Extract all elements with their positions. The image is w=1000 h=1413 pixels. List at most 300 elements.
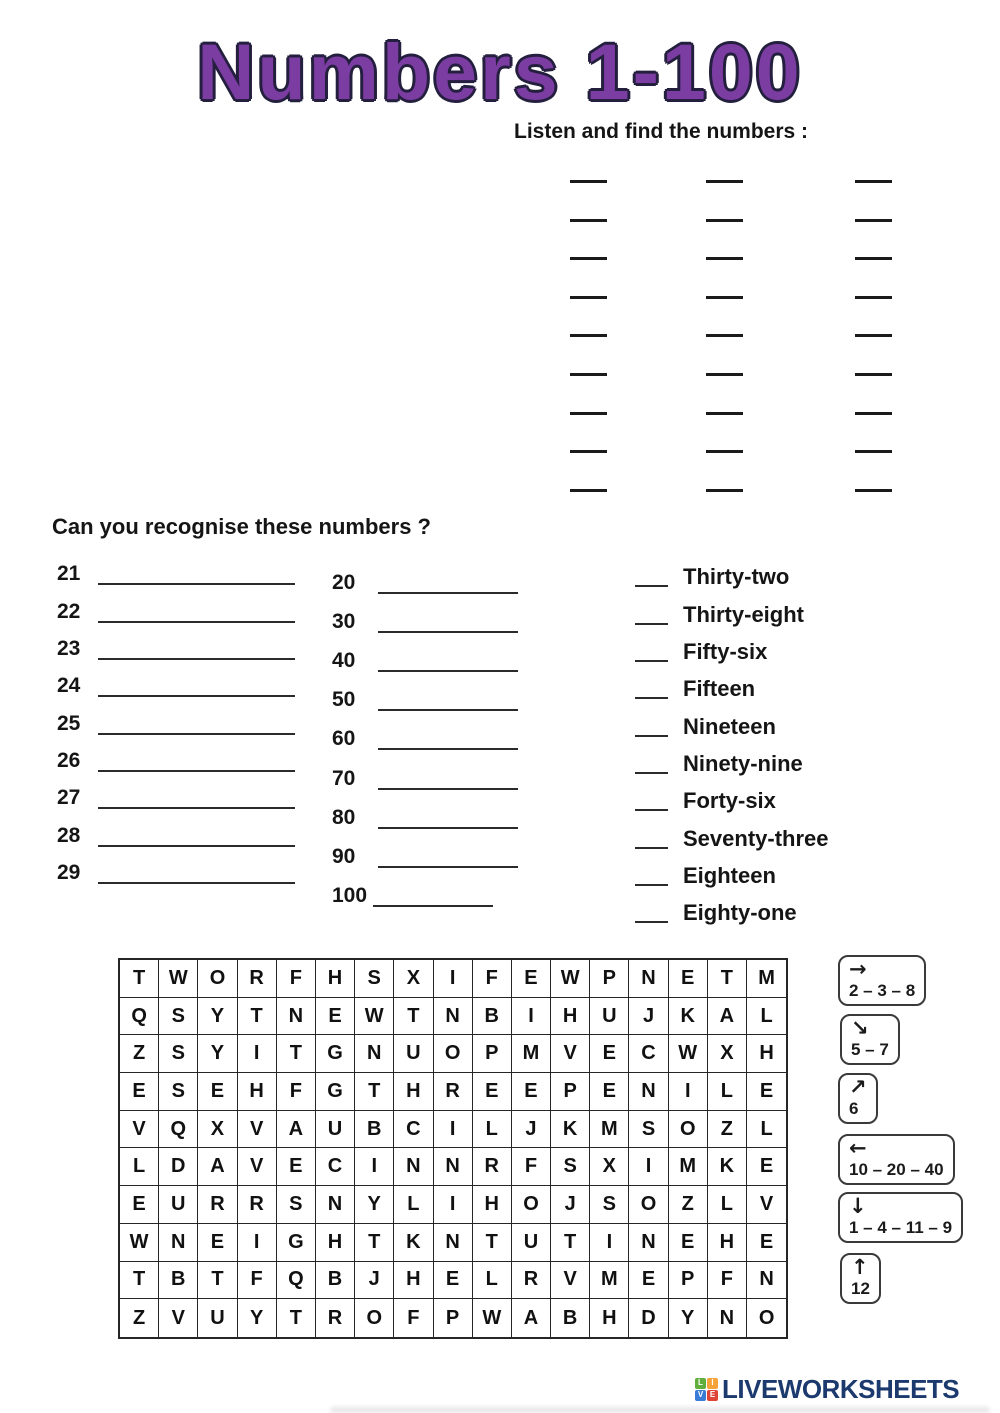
number-row xyxy=(332,714,518,753)
number-row xyxy=(332,675,518,714)
wordsearch-cell[interactable]: V xyxy=(238,1111,277,1149)
logo-letter-l: L xyxy=(695,1378,706,1389)
wordsearch-cell[interactable]: E xyxy=(473,1073,512,1111)
listen-answer-blank[interactable] xyxy=(855,257,892,260)
wordsearch-cell[interactable]: R xyxy=(473,1148,512,1186)
wordsearch-cell[interactable]: E xyxy=(512,1073,551,1111)
wordsearch-cell[interactable]: F xyxy=(277,1073,316,1111)
clue-numbers-label: 1 – 4 – 11 – 9 xyxy=(849,1218,953,1238)
wordsearch-cell[interactable]: N xyxy=(708,1299,747,1337)
wordsearch-cell[interactable]: T xyxy=(355,1073,394,1111)
listen-answer-blank[interactable] xyxy=(706,489,743,492)
wordsearch-cell[interactable]: V xyxy=(747,1186,786,1224)
wordsearch-cell[interactable]: T xyxy=(277,1299,316,1337)
wordsearch-cell[interactable]: K xyxy=(394,1224,433,1262)
clue-numbers-label: 10 – 20 – 40 xyxy=(849,1160,944,1180)
wordsearch-cell[interactable]: N xyxy=(434,1224,473,1262)
wordsearch-cell[interactable]: X xyxy=(708,1035,747,1073)
answer-blank[interactable] xyxy=(635,623,668,625)
wordsearch-cell[interactable]: R xyxy=(512,1262,551,1300)
wordsearch-cell[interactable]: F xyxy=(473,960,512,998)
number-words-list xyxy=(635,554,829,927)
wordsearch-cell[interactable]: H xyxy=(316,960,355,998)
wordsearch-cell[interactable]: Y xyxy=(669,1299,708,1337)
wordsearch-cell[interactable]: I xyxy=(590,1224,629,1262)
wordsearch-cell[interactable]: V xyxy=(551,1035,590,1073)
wordsearch-cell[interactable]: N xyxy=(355,1035,394,1073)
listen-section-heading: Listen and find the numbers : xyxy=(514,120,809,143)
wordsearch-cell[interactable]: G xyxy=(316,1035,355,1073)
clue-box-up xyxy=(840,1253,881,1304)
wordsearch-cell[interactable]: R xyxy=(434,1073,473,1111)
wordsearch-cell[interactable]: H xyxy=(590,1299,629,1337)
number-row xyxy=(57,588,295,625)
wordsearch-cell[interactable]: M xyxy=(669,1148,708,1186)
wordsearch-cell[interactable]: J xyxy=(629,998,668,1036)
listen-answer-blank[interactable] xyxy=(855,219,892,222)
wordsearch-cell[interactable]: H xyxy=(394,1073,433,1111)
wordsearch-cell[interactable]: L xyxy=(473,1111,512,1149)
wordsearch-cell[interactable]: E xyxy=(669,960,708,998)
wordsearch-cell[interactable]: H xyxy=(473,1186,512,1224)
number-word-label: Eighteen xyxy=(683,863,776,889)
wordsearch-cell[interactable]: D xyxy=(159,1148,198,1186)
wordsearch-cell[interactable]: P xyxy=(590,960,629,998)
answer-line[interactable] xyxy=(98,695,295,697)
wordsearch-cell[interactable]: A xyxy=(708,998,747,1036)
wordsearch-cell[interactable]: N xyxy=(629,1073,668,1111)
wordsearch-cell[interactable]: E xyxy=(747,1148,786,1186)
wordsearch-cell[interactable]: B xyxy=(316,1262,355,1300)
wordsearch-cell[interactable]: O xyxy=(669,1111,708,1149)
wordsearch-cell[interactable]: Z xyxy=(120,1299,159,1337)
wordsearch-cell[interactable]: W xyxy=(120,1224,159,1262)
wordsearch-cell[interactable]: T xyxy=(355,1224,394,1262)
answer-line[interactable] xyxy=(378,748,518,750)
wordsearch-cell[interactable]: T xyxy=(238,998,277,1036)
wordsearch-cell[interactable]: D xyxy=(629,1299,668,1337)
answer-line[interactable] xyxy=(98,845,295,847)
wordsearch-cell[interactable]: Q xyxy=(159,1111,198,1149)
answer-line[interactable] xyxy=(378,709,518,711)
wordsearch-cell[interactable]: X xyxy=(394,960,433,998)
answer-line[interactable] xyxy=(378,592,518,594)
number-label: 100 xyxy=(332,883,368,907)
answer-line[interactable] xyxy=(378,827,518,829)
wordsearch-cell[interactable]: C xyxy=(629,1035,668,1073)
listen-answer-blank[interactable] xyxy=(855,489,892,492)
arrow-left-icon: ← xyxy=(849,1136,867,1160)
wordsearch-cell[interactable]: P xyxy=(669,1262,708,1300)
answer-line[interactable] xyxy=(98,583,295,585)
word-row xyxy=(635,703,829,740)
arrow-up-icon: ↑ xyxy=(851,1255,869,1279)
liveworksheets-logo-text: LIVEWORKSHEETS xyxy=(722,1374,960,1404)
number-row xyxy=(332,871,518,910)
wordsearch-cell[interactable]: O xyxy=(629,1186,668,1224)
wordsearch-cell[interactable]: E xyxy=(198,1224,237,1262)
wordsearch-cell[interactable]: E xyxy=(434,1262,473,1300)
liveworksheets-icon xyxy=(695,1378,719,1402)
clue-numbers-label: 12 xyxy=(851,1279,870,1299)
wordsearch-cell[interactable]: P xyxy=(551,1073,590,1111)
wordsearch-cell[interactable]: H xyxy=(238,1073,277,1111)
listen-answer-blank[interactable] xyxy=(570,180,607,183)
number-word-label: Forty-six xyxy=(683,788,776,814)
number-label: 22 xyxy=(57,599,81,623)
number-row xyxy=(332,597,518,636)
clue-box-down xyxy=(838,1192,963,1243)
wordsearch-cell[interactable]: Y xyxy=(355,1186,394,1224)
wordsearch-cell[interactable]: R xyxy=(238,1186,277,1224)
wordsearch-cell[interactable]: K xyxy=(708,1148,747,1186)
wordsearch-cell[interactable]: H xyxy=(551,998,590,1036)
arrow-right-icon: → xyxy=(849,957,867,981)
wordsearch-cell[interactable]: L xyxy=(747,998,786,1036)
listen-answer-blank[interactable] xyxy=(570,334,607,337)
wordsearch-cell[interactable]: F xyxy=(394,1299,433,1337)
answer-blank[interactable] xyxy=(635,735,668,737)
answer-blank[interactable] xyxy=(635,697,668,699)
listen-answer-blank[interactable] xyxy=(570,257,607,260)
wordsearch-cell[interactable]: B xyxy=(355,1111,394,1149)
listen-answer-blank[interactable] xyxy=(706,180,743,183)
word-row xyxy=(635,554,829,591)
listen-answer-blank[interactable] xyxy=(570,219,607,222)
wordsearch-cell[interactable]: N xyxy=(277,998,316,1036)
listen-answer-blank[interactable] xyxy=(706,257,743,260)
wordsearch-cell[interactable]: U xyxy=(316,1111,355,1149)
wordsearch-cell[interactable]: T xyxy=(473,1224,512,1262)
word-row xyxy=(635,629,829,666)
wordsearch-cell[interactable]: O xyxy=(512,1186,551,1224)
wordsearch-cell[interactable]: T xyxy=(708,960,747,998)
wordsearch-cell[interactable]: C xyxy=(394,1111,433,1149)
number-word-label: Ninety-nine xyxy=(683,751,803,777)
wordsearch-grid xyxy=(118,958,788,1339)
wordsearch-cell[interactable]: S xyxy=(159,1035,198,1073)
listen-answer-blank[interactable] xyxy=(570,450,607,453)
wordsearch-cell[interactable]: J xyxy=(512,1111,551,1149)
wordsearch-cell[interactable]: E xyxy=(747,1224,786,1262)
wordsearch-cell[interactable]: N xyxy=(629,1224,668,1262)
wordsearch-cell[interactable]: R xyxy=(198,1186,237,1224)
listen-answer-blank[interactable] xyxy=(570,296,607,299)
answer-blank[interactable] xyxy=(635,884,668,886)
wordsearch-cell[interactable]: M xyxy=(512,1035,551,1073)
wordsearch-cell[interactable]: A xyxy=(198,1148,237,1186)
answer-line[interactable] xyxy=(378,631,518,633)
wordsearch-cell[interactable]: A xyxy=(512,1299,551,1337)
clue-box-left xyxy=(838,1134,955,1185)
wordsearch-cell[interactable]: V xyxy=(159,1299,198,1337)
wordsearch-cell[interactable]: S xyxy=(629,1111,668,1149)
number-row xyxy=(332,753,518,792)
answer-blank[interactable] xyxy=(635,847,668,849)
wordsearch-cell[interactable]: E xyxy=(590,1035,629,1073)
wordsearch-cell[interactable]: W xyxy=(669,1035,708,1073)
listen-answer-blank[interactable] xyxy=(855,334,892,337)
number-row xyxy=(57,738,295,775)
wordsearch-cell[interactable]: E xyxy=(198,1073,237,1111)
wordsearch-cell[interactable]: C xyxy=(316,1148,355,1186)
answer-line[interactable] xyxy=(98,733,295,735)
number-label: 50 xyxy=(332,688,356,712)
wordsearch-cell[interactable]: N xyxy=(629,960,668,998)
wordsearch-cell[interactable]: L xyxy=(708,1186,747,1224)
number-row xyxy=(57,551,295,588)
wordsearch-cell[interactable]: N xyxy=(747,1262,786,1300)
recognise-section-heading: Can you recognise these numbers ? xyxy=(52,514,431,539)
wordsearch-cell[interactable]: E xyxy=(590,1073,629,1111)
listen-answer-blank[interactable] xyxy=(855,180,892,183)
wordsearch-cell[interactable]: U xyxy=(159,1186,198,1224)
wordsearch-cell[interactable]: V xyxy=(120,1111,159,1149)
wordsearch-cell[interactable]: T xyxy=(198,1262,237,1300)
wordsearch-cell[interactable]: F xyxy=(512,1148,551,1186)
answer-line[interactable] xyxy=(373,905,493,907)
wordsearch-cell[interactable]: V xyxy=(551,1262,590,1300)
number-row xyxy=(57,775,295,812)
wordsearch-cell[interactable]: E xyxy=(512,960,551,998)
wordsearch-cell[interactable]: E xyxy=(277,1148,316,1186)
wordsearch-cell[interactable]: I xyxy=(238,1035,277,1073)
listen-answer-blank[interactable] xyxy=(855,373,892,376)
wordsearch-cell[interactable]: F xyxy=(708,1262,747,1300)
wordsearch-cell[interactable]: Y xyxy=(198,998,237,1036)
wordsearch-cell[interactable]: S xyxy=(277,1186,316,1224)
number-row xyxy=(57,850,295,887)
wordsearch-cell[interactable]: I xyxy=(512,998,551,1036)
wordsearch-cell[interactable]: I xyxy=(434,1186,473,1224)
wordsearch-cell[interactable]: L xyxy=(473,1262,512,1300)
clue-box-up-right xyxy=(838,1073,878,1124)
listen-answer-blank[interactable] xyxy=(706,334,743,337)
wordsearch-cell[interactable]: I xyxy=(434,1111,473,1149)
number-label: 60 xyxy=(332,727,356,751)
answer-line[interactable] xyxy=(378,866,518,868)
wordsearch-cell[interactable]: W xyxy=(551,960,590,998)
wordsearch-cell[interactable]: E xyxy=(120,1073,159,1111)
arrow-down-right-icon: ↘ xyxy=(851,1016,869,1040)
number-row xyxy=(57,626,295,663)
wordsearch-cell[interactable]: S xyxy=(159,1073,198,1111)
answer-line[interactable] xyxy=(98,770,295,772)
wordsearch-cell[interactable]: L xyxy=(747,1111,786,1149)
number-row xyxy=(332,832,518,871)
listen-answer-blank[interactable] xyxy=(706,373,743,376)
wordsearch-cell[interactable]: E xyxy=(747,1073,786,1111)
answer-line[interactable] xyxy=(98,658,295,660)
number-row xyxy=(57,663,295,700)
wordsearch-cell[interactable]: I xyxy=(629,1148,668,1186)
wordsearch-cell[interactable]: S xyxy=(551,1148,590,1186)
word-row xyxy=(635,815,829,852)
logo-letter-i: I xyxy=(707,1378,718,1389)
answer-line[interactable] xyxy=(98,807,295,809)
wordsearch-cell[interactable]: G xyxy=(277,1224,316,1262)
number-label: 80 xyxy=(332,805,356,829)
listen-blanks-column-2 xyxy=(706,180,743,527)
listen-answer-blank[interactable] xyxy=(855,412,892,415)
word-row xyxy=(635,890,829,927)
answer-blank[interactable] xyxy=(635,921,668,923)
wordsearch-cell[interactable]: K xyxy=(669,998,708,1036)
wordsearch-cell[interactable]: O xyxy=(434,1035,473,1073)
listen-answer-blank[interactable] xyxy=(706,412,743,415)
wordsearch-cell[interactable]: T xyxy=(551,1224,590,1262)
listen-answer-blank[interactable] xyxy=(570,489,607,492)
wordsearch-cell[interactable]: W xyxy=(473,1299,512,1337)
wordsearch-cell[interactable]: E xyxy=(669,1224,708,1262)
wordsearch-cell[interactable]: Z xyxy=(669,1186,708,1224)
number-label: 29 xyxy=(57,861,81,885)
answer-blank[interactable] xyxy=(635,809,668,811)
answer-blank[interactable] xyxy=(635,660,668,662)
wordsearch-cell[interactable]: U xyxy=(512,1224,551,1262)
number-label: 30 xyxy=(332,610,356,634)
wordsearch-cell[interactable]: I xyxy=(355,1148,394,1186)
wordsearch-cell[interactable]: N xyxy=(316,1186,355,1224)
wordsearch-cell[interactable]: H xyxy=(394,1262,433,1300)
wordsearch-cell[interactable]: U xyxy=(590,998,629,1036)
wordsearch-cell[interactable]: B xyxy=(551,1299,590,1337)
wordsearch-cell[interactable]: W xyxy=(355,998,394,1036)
wordsearch-cell[interactable]: E xyxy=(629,1262,668,1300)
number-label: 21 xyxy=(57,562,81,586)
wordsearch-cell[interactable]: I xyxy=(434,960,473,998)
answer-line[interactable] xyxy=(98,882,295,884)
wordsearch-cell[interactable]: L xyxy=(120,1148,159,1186)
listen-blanks-column-1 xyxy=(570,180,607,527)
wordsearch-cell[interactable]: I xyxy=(669,1073,708,1111)
word-row xyxy=(635,591,829,628)
number-row xyxy=(57,812,295,849)
clue-box-right xyxy=(838,955,926,1006)
wordsearch-cell[interactable]: H xyxy=(708,1224,747,1262)
wordsearch-cell[interactable]: Y xyxy=(198,1035,237,1073)
wordsearch-cell[interactable]: R xyxy=(238,960,277,998)
number-label: 24 xyxy=(57,674,81,698)
number-row xyxy=(332,558,518,597)
number-label: 90 xyxy=(332,844,356,868)
number-word-label: Eighty-one xyxy=(683,900,797,926)
word-row xyxy=(635,853,829,890)
wordsearch-cell[interactable]: H xyxy=(316,1224,355,1262)
answer-blank[interactable] xyxy=(635,585,668,587)
number-label: 20 xyxy=(332,571,356,595)
wordsearch-cell[interactable]: F xyxy=(277,960,316,998)
wordsearch-cell[interactable]: K xyxy=(551,1111,590,1149)
wordsearch-cell[interactable]: X xyxy=(198,1111,237,1149)
wordsearch-cell[interactable]: G xyxy=(316,1073,355,1111)
wordsearch-cell[interactable]: B xyxy=(159,1262,198,1300)
wordsearch-cell[interactable]: M xyxy=(747,960,786,998)
answer-line[interactable] xyxy=(98,621,295,623)
number-word-label: Thirty-eight xyxy=(683,601,804,627)
wordsearch-cell[interactable]: L xyxy=(708,1073,747,1111)
word-row xyxy=(635,741,829,778)
listen-answer-blank[interactable] xyxy=(706,219,743,222)
number-label: 40 xyxy=(332,649,356,673)
wordsearch-cell[interactable]: W xyxy=(159,960,198,998)
wordsearch-cell[interactable]: J xyxy=(355,1262,394,1300)
number-label: 28 xyxy=(57,823,81,847)
wordsearch-cell[interactable]: J xyxy=(551,1186,590,1224)
answer-line[interactable] xyxy=(378,788,518,790)
number-label: 25 xyxy=(57,711,81,735)
clue-numbers-label: 2 – 3 – 8 xyxy=(849,981,916,1001)
wordsearch-cell[interactable]: Q xyxy=(120,998,159,1036)
wordsearch-cell[interactable]: H xyxy=(747,1035,786,1073)
wordsearch-cell[interactable]: Y xyxy=(238,1299,277,1337)
wordsearch-cell[interactable]: B xyxy=(473,998,512,1036)
listen-answer-blank[interactable] xyxy=(570,373,607,376)
wordsearch-cell[interactable]: T xyxy=(277,1035,316,1073)
wordsearch-cell[interactable]: N xyxy=(394,1148,433,1186)
wordsearch-cell[interactable]: P xyxy=(473,1035,512,1073)
number-word-label: Fifteen xyxy=(683,676,756,702)
wordsearch-cell[interactable]: U xyxy=(394,1035,433,1073)
listen-blanks-column-3 xyxy=(855,180,892,527)
wordsearch-cell[interactable]: O xyxy=(758,1306,775,1329)
arrow-up-right-icon: ↗ xyxy=(849,1075,867,1099)
word-row xyxy=(635,778,829,815)
wordsearch-cell[interactable]: M xyxy=(590,1111,629,1149)
numbers-tens-list xyxy=(332,558,518,910)
wordsearch-cell[interactable]: R xyxy=(316,1299,355,1337)
wordsearch-cell[interactable]: E xyxy=(120,1186,159,1224)
wordsearch-cell[interactable]: S xyxy=(590,1186,629,1224)
wordsearch-cell[interactable]: I xyxy=(238,1224,277,1262)
wordsearch-cell[interactable]: T xyxy=(120,1262,159,1300)
wordsearch-cell[interactable]: V xyxy=(238,1148,277,1186)
wordsearch-cell[interactable]: P xyxy=(434,1299,473,1337)
wordsearch-cell[interactable]: A xyxy=(277,1111,316,1149)
listen-answer-blank[interactable] xyxy=(855,296,892,299)
wordsearch-cell[interactable]: E xyxy=(316,998,355,1036)
wordsearch-cell[interactable]: F xyxy=(238,1262,277,1300)
wordsearch-cell[interactable]: Q xyxy=(277,1262,316,1300)
wordsearch-cell[interactable]: U xyxy=(198,1299,237,1337)
wordsearch-cell[interactable]: T xyxy=(120,960,159,998)
listen-answer-blank[interactable] xyxy=(570,412,607,415)
wordsearch-cell[interactable]: X xyxy=(590,1148,629,1186)
number-word-label: Thirty-two xyxy=(683,564,790,590)
wordsearch-cell[interactable]: O xyxy=(198,960,237,998)
clue-box-down-right xyxy=(840,1014,900,1065)
wordsearch-cell[interactable]: T xyxy=(394,998,433,1036)
answer-line[interactable] xyxy=(378,670,518,672)
number-word-label: Seventy-three xyxy=(683,825,829,851)
clue-numbers-label: 5 – 7 xyxy=(851,1040,889,1060)
wordsearch-cell[interactable]: S xyxy=(159,998,198,1036)
wordsearch-cell[interactable]: O xyxy=(355,1299,394,1337)
listen-answer-blank[interactable] xyxy=(855,450,892,453)
wordsearch-cell[interactable]: Z xyxy=(120,1035,159,1073)
wordsearch-cell[interactable]: S xyxy=(355,960,394,998)
liveworksheets-logo xyxy=(695,1374,959,1405)
wordsearch-cell[interactable]: M xyxy=(590,1262,629,1300)
listen-answer-blank[interactable] xyxy=(706,296,743,299)
answer-blank[interactable] xyxy=(635,772,668,774)
wordsearch-cell[interactable]: N xyxy=(434,998,473,1036)
wordsearch-cell[interactable]: N xyxy=(159,1224,198,1262)
listen-answer-blank[interactable] xyxy=(706,450,743,453)
wordsearch-cell[interactable]: N xyxy=(434,1148,473,1186)
wordsearch-cell[interactable]: L xyxy=(394,1186,433,1224)
wordsearch-cell[interactable]: Z xyxy=(708,1111,747,1149)
